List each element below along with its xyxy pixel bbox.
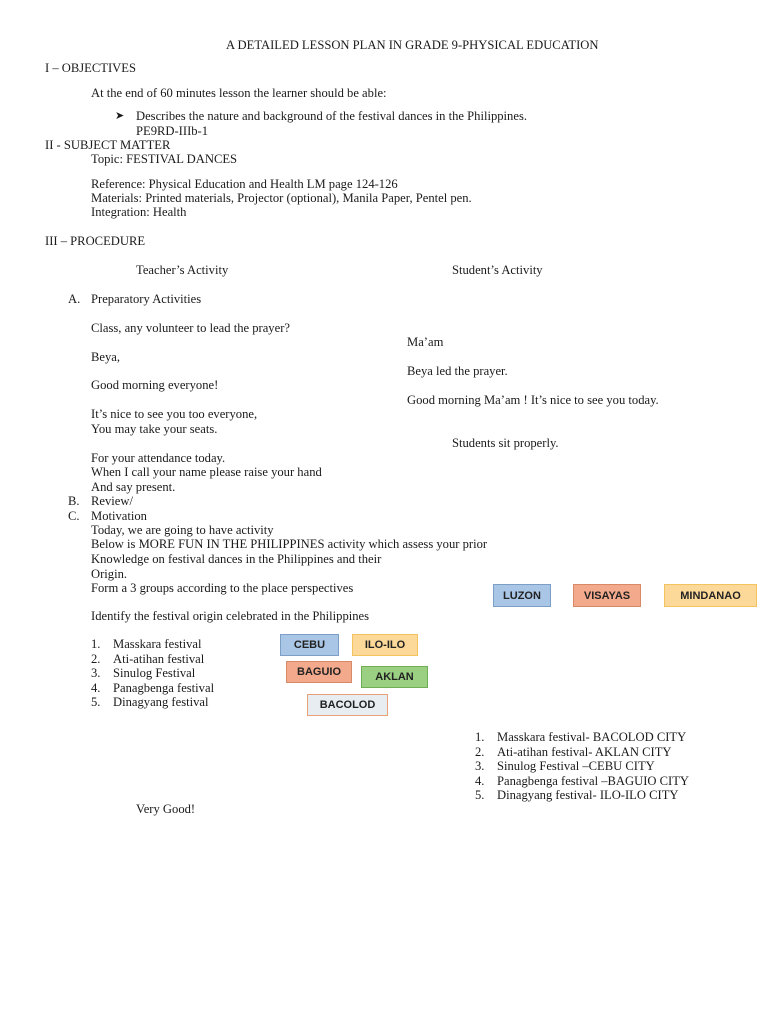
list-item: 1. Masskara festival- BACOLOD CITY (475, 730, 687, 744)
objectives-heading: I – OBJECTIVES (45, 61, 136, 75)
page-title: A DETAILED LESSON PLAN IN GRADE 9-PHYSICAL EDUCATION (226, 38, 599, 52)
subject-matter-heading: II - SUBJECT MATTER (45, 138, 171, 152)
teacher-line-call: When I call your name please raise your hand (91, 465, 322, 479)
closing-line: Very Good! (136, 802, 196, 816)
objective-text: Describes the nature and background of the festival dances in the Philippines. (136, 109, 527, 123)
list-item: 1. Masskara festival (91, 637, 202, 651)
integration-line: Integration: Health (91, 205, 187, 219)
reference-line: Reference: Physical Education and Health LM page 124-126 (91, 177, 398, 191)
motivation-line-1: Today, we are going to have activity (91, 523, 274, 537)
list-item: 4. Panagbenga festival –BAGUIO CITY (475, 773, 690, 788)
section-a-title: Preparatory Activities (91, 292, 202, 306)
list-item: 4. Panagbenga festival (91, 680, 215, 695)
student-line-maam: Ma’am (407, 335, 444, 349)
student-line-sit: Students sit properly. (452, 436, 559, 450)
place-box-aklan: AKLAN (361, 666, 428, 688)
list-item: 2. Ati-atihan festival- AKLAN CITY (475, 744, 672, 759)
place-box-iloilo: ILO-ILO (352, 634, 418, 656)
student-activity-header: Student’s Activity (452, 263, 543, 277)
teacher-line-seats: You may take your seats. (91, 422, 218, 436)
teacher-line-prayer: Class, any volunteer to lead the prayer? (91, 321, 290, 335)
motivation-line-6: Identify the festival origin celebrated in the Philippines (91, 609, 370, 623)
place-box-bacolod: BACOLOD (307, 694, 388, 716)
materials-line: Materials: Printed materials, Projector (optional), Manila Paper, Pentel pen. (91, 191, 472, 205)
place-box-baguio: BAGUIO (286, 661, 352, 683)
topic-line: Topic: FESTIVAL DANCES (91, 152, 238, 166)
objectives-intro: At the end of 60 minutes lesson the learner should be able: (91, 86, 387, 100)
student-line-good-morning: Good morning Ma’am ! It’s nice to see you today. (407, 393, 659, 407)
list-item: 5. Dinagyang festival (91, 695, 209, 709)
teacher-line-beya: Beya, (91, 350, 121, 364)
motivation-line-3: Knowledge on festival dances in the Philippines and their (91, 552, 382, 566)
list-item: 5. Dinagyang festival- ILO-ILO CITY (475, 788, 679, 802)
teacher-line-attendance: For your attendance today. (91, 451, 226, 465)
teacher-activity-header: Teacher’s Activity (136, 263, 229, 277)
arrow-bullet-icon: ➤ (115, 110, 125, 122)
place-box-cebu: CEBU (280, 634, 339, 656)
section-b-title: Review/ (91, 494, 133, 508)
objective-code: PE9RD-IIIb-1 (136, 124, 209, 138)
teacher-line-nice: It’s nice to see you too everyone, (91, 407, 258, 421)
region-box-luzon: LUZON (493, 584, 551, 607)
motivation-line-5: Form a 3 groups according to the place perspectives (91, 581, 354, 595)
teacher-line-greeting: Good morning everyone! (91, 378, 219, 392)
section-c-label: C. (68, 509, 80, 523)
region-box-mindanao: MINDANAO (664, 584, 757, 607)
student-line-led: Beya led the prayer. (407, 364, 508, 378)
procedure-heading: III – PROCEDURE (45, 234, 146, 248)
list-item: 3. Sinulog Festival (91, 666, 196, 680)
region-box-visayas: VISAYAS (573, 584, 641, 607)
festival-list (91, 637, 214, 710)
motivation-line-2: Below is MORE FUN IN THE PHILIPPINES activity which assess your prior (91, 537, 488, 551)
section-a-label: A. (68, 292, 81, 306)
list-item: 3. Sinulog Festival –CEBU CITY (475, 759, 655, 773)
list-item: 2. Ati-atihan festival (91, 651, 205, 666)
motivation-line-4: Origin. (91, 567, 128, 581)
section-b-label: B. (68, 494, 80, 508)
answer-list (475, 730, 689, 803)
teacher-line-present: And say present. (91, 480, 176, 494)
section-c-title: Motivation (91, 509, 147, 523)
